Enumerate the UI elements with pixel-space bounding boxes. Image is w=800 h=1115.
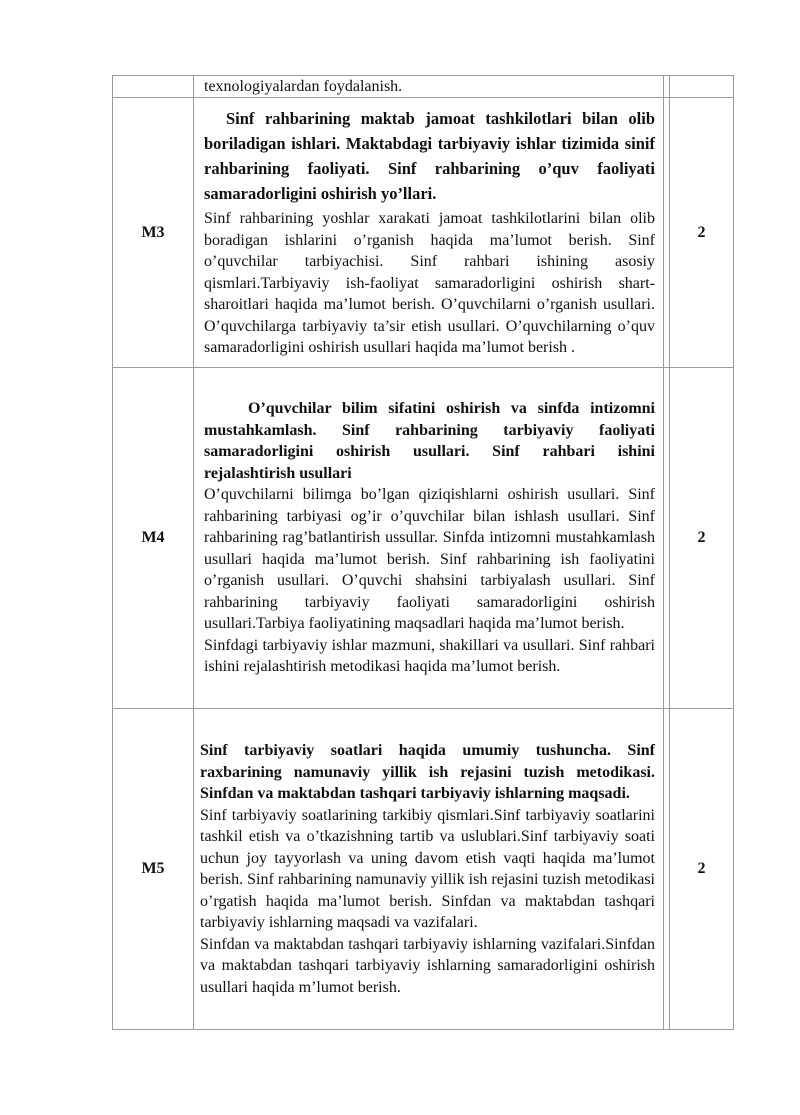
topic-body: Sinfdan va maktabdan tashqari tarbiyaviy ishlarning vazifalari.Sinfdan va maktabdan tashqari tarbiyaviy ishlarning samaradorligini oshirish usullari haqida m’lumot berish. bbox=[200, 935, 655, 996]
table-row bbox=[113, 709, 734, 1030]
topic-cell bbox=[194, 709, 664, 1030]
topic-body: Sinf rahbarining yoshlar xarakati jamoat tashkilotlarini bilan olib boradigan ishlarini o’rganish haqida ma’lumot berish. Sinf o’quvchilar tarbiyachisi. Sinf rahbari ishining asosiy qismlari.Tarbiyaviy ish-faoliyat samaradorligini oshirish shart- sharoitlari haqida ma’lumot berish. O’quvchilarni o’rganish usullari. O’quvchilarga tarbiyaviy ta’sir etish usullari. O’quvchilarning o’quv samaradorligini oshirish usullari haqida ma’lumot berish . bbox=[204, 210, 655, 357]
topic-cell bbox=[194, 76, 664, 98]
topic-title: Sinf rahbarining maktab jamoat tashkilotlari bilan olib boriladigan ishlari. Maktabdagi tarbiyaviy ishlar tizimida sinif rahbarining faoliyati. Sinf rahbarining o’quv faoliyati samaradorligini oshirish yo’llari. bbox=[204, 109, 655, 204]
module-code-cell: M4 bbox=[113, 368, 194, 709]
topic-cell bbox=[194, 98, 664, 368]
topic-title: Sinf tarbiyaviy soatlari haqida umumiy tushuncha. Sinf raxbarining namunaviy yillik ish rejasini tuzish metodikasi. Sinfdan va maktabdan tashqari tarbiyaviy ishlarning maqsadi. bbox=[200, 742, 655, 802]
topic-body: texnologiyalardan foydalanish. bbox=[204, 77, 403, 95]
hours-cell: 2 bbox=[670, 709, 734, 1030]
module-code-cell bbox=[113, 76, 194, 98]
hours-cell: 2 bbox=[670, 368, 734, 709]
hours-cell: 2 bbox=[670, 98, 734, 368]
topic-cell bbox=[194, 368, 664, 709]
hours-cell bbox=[670, 76, 734, 98]
table-row bbox=[113, 76, 734, 98]
topic-body: Sinfdagi tarbiyaviy ishlar mazmuni, shakillari va usullari. Sinf rahbari ishini rejalashtirish metodikasi haqida ma’lumot berish. bbox=[204, 636, 655, 676]
topic-title: O’quvchilar bilim sifatini oshirish va sinfda intizomni mustahkamlash. Sinf rahbarining tarbiyaviy faoliyati samaradorligini oshirish usullari. Sinf rahbari ishini rejalashtirish usullari bbox=[204, 400, 655, 482]
module-code-cell: M3 bbox=[113, 98, 194, 368]
topic-body: Sinf tarbiyaviy soatlarining tarkibiy qismlari.Sinf tarbiyaviy soatlarini tashkil etish va o’tkazishning tartib va uslublari.Sinf tarbiyaviy soati uchun joy tayyorlash va uning davom etish vaqti haqida ma’lumot berish. Sinf rahbarining namunaviy yillik ish rejasini tuzish metodikasi o’rgatish haqida ma’lumot berish. Sinfdan va maktabdan tashqari tarbiyaviy ishlarning maqsadi va vazifalari. bbox=[200, 806, 655, 931]
syllabus-table bbox=[112, 75, 734, 1030]
table-row bbox=[113, 98, 734, 368]
table-row bbox=[113, 368, 734, 709]
topic-body: O’quvchilarni bilimga bo’lgan qiziqishlarni oshirish usullari. Sinf rahbarining tarbiyasi og’ir o’quvchilar bilan ishlash usullari. Sinf rahbarining rag’batlantirish ussullar. Sinfda intizomni mustahkamlash usullari haqida ma’lumot berish. Sinf rahbarining ish faoliyatini o’rganish usullari. O’quvchi shahsini tarbiyalash usullari. Sinf rahbarining tarbiyaviy faoliyati samaradorligini oshirish usullari.Tarbiya faoliyatining maqsadlari haqida ma’lumot berish. bbox=[204, 486, 655, 633]
module-code-cell: M5 bbox=[113, 709, 194, 1030]
